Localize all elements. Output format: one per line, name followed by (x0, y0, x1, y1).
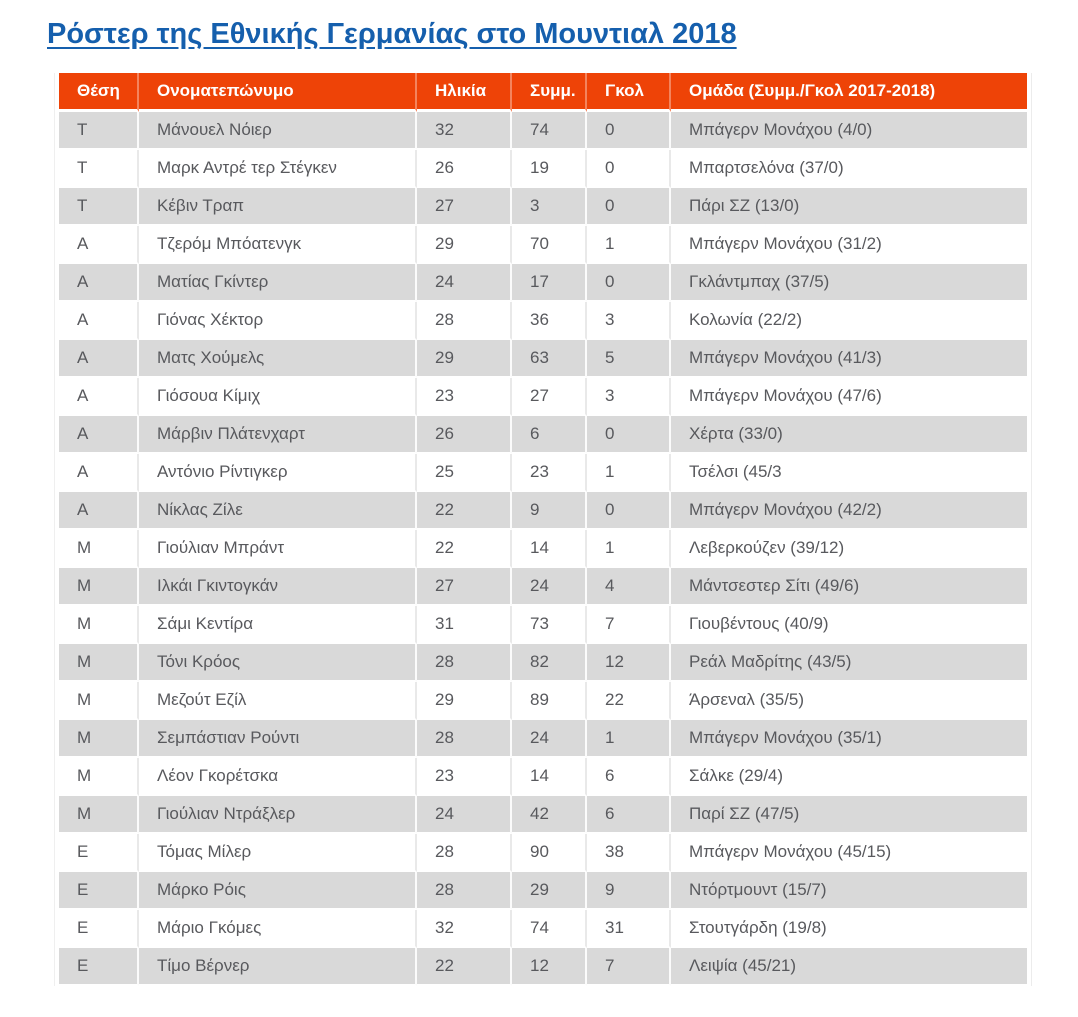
cell-club: Μπάγερν Μονάχου (42/2) (671, 492, 1027, 530)
cell-goals: 1 (587, 720, 671, 758)
cell-age: 22 (417, 530, 512, 568)
cell-goals: 3 (587, 302, 671, 340)
cell-caps: 36 (512, 302, 587, 340)
cell-caps: 3 (512, 188, 587, 226)
cell-age: 22 (417, 948, 512, 986)
table-row (59, 530, 1027, 568)
cell-goals: 0 (587, 492, 671, 530)
cell-goals: 7 (587, 948, 671, 986)
cell-goals: 7 (587, 606, 671, 644)
table-row (59, 378, 1027, 416)
cell-position: Α (59, 416, 139, 454)
cell-club: Γκλάντμπαχ (37/5) (671, 264, 1027, 302)
cell-position: Μ (59, 644, 139, 682)
cell-name: Γιούλιαν Μπράντ (139, 530, 417, 568)
column-header-club: Ομάδα (Συμμ./Γκολ 2017-2018) (671, 73, 1027, 112)
cell-club: Μπάγερν Μονάχου (41/3) (671, 340, 1027, 378)
cell-goals: 12 (587, 644, 671, 682)
cell-age: 25 (417, 454, 512, 492)
cell-age: 24 (417, 796, 512, 834)
cell-name: Γιούλιαν Ντράξλερ (139, 796, 417, 834)
cell-age: 28 (417, 720, 512, 758)
cell-goals: 0 (587, 188, 671, 226)
cell-club: Μπάγερν Μονάχου (31/2) (671, 226, 1027, 264)
cell-caps: 14 (512, 530, 587, 568)
column-header-age: Ηλικία (417, 73, 512, 112)
cell-age: 28 (417, 302, 512, 340)
cell-position: Τ (59, 188, 139, 226)
cell-caps: 23 (512, 454, 587, 492)
cell-club: Μπάγερν Μονάχου (47/6) (671, 378, 1027, 416)
cell-name: Μαρκ Αντρέ τερ Στέγκεν (139, 150, 417, 188)
table-row (59, 188, 1027, 226)
cell-age: 28 (417, 872, 512, 910)
cell-position: Ε (59, 948, 139, 986)
cell-club: Ντόρτμουντ (15/7) (671, 872, 1027, 910)
table-row (59, 948, 1027, 986)
cell-caps: 74 (512, 910, 587, 948)
cell-club: Χέρτα (33/0) (671, 416, 1027, 454)
cell-name: Μάνουελ Νόιερ (139, 112, 417, 150)
cell-name: Ματίας Γκίντερ (139, 264, 417, 302)
cell-caps: 29 (512, 872, 587, 910)
cell-club: Πάρι ΣΖ (13/0) (671, 188, 1027, 226)
cell-goals: 6 (587, 796, 671, 834)
cell-caps: 24 (512, 568, 587, 606)
cell-goals: 0 (587, 112, 671, 150)
cell-goals: 31 (587, 910, 671, 948)
cell-name: Κέβιν Τραπ (139, 188, 417, 226)
cell-caps: 6 (512, 416, 587, 454)
cell-position: Μ (59, 796, 139, 834)
cell-caps: 74 (512, 112, 587, 150)
cell-age: 22 (417, 492, 512, 530)
cell-caps: 9 (512, 492, 587, 530)
cell-name: Μάρβιν Πλάτενχαρτ (139, 416, 417, 454)
cell-age: 27 (417, 188, 512, 226)
table-row (59, 112, 1027, 150)
cell-club: Στουτγάρδη (19/8) (671, 910, 1027, 948)
cell-name: Τόμας Μίλερ (139, 834, 417, 872)
cell-age: 32 (417, 112, 512, 150)
table-row (59, 150, 1027, 188)
cell-caps: 14 (512, 758, 587, 796)
cell-name: Τζερόμ Μπόατενγκ (139, 226, 417, 264)
cell-goals: 38 (587, 834, 671, 872)
column-header-name: Ονοματεπώνυμο (139, 73, 417, 112)
cell-caps: 42 (512, 796, 587, 834)
cell-age: 28 (417, 644, 512, 682)
cell-club: Τσέλσι (45/3 (671, 454, 1027, 492)
cell-name: Λέον Γκορέτσκα (139, 758, 417, 796)
cell-goals: 22 (587, 682, 671, 720)
cell-position: Μ (59, 568, 139, 606)
cell-goals: 1 (587, 454, 671, 492)
cell-name: Σάμι Κεντίρα (139, 606, 417, 644)
cell-goals: 1 (587, 530, 671, 568)
table-row (59, 454, 1027, 492)
cell-club: Ρεάλ Μαδρίτης (43/5) (671, 644, 1027, 682)
table-row (59, 872, 1027, 910)
cell-caps: 90 (512, 834, 587, 872)
table-row (59, 606, 1027, 644)
cell-position: Α (59, 454, 139, 492)
cell-caps: 19 (512, 150, 587, 188)
table-row (59, 264, 1027, 302)
cell-position: Α (59, 378, 139, 416)
table-row (59, 682, 1027, 720)
cell-goals: 3 (587, 378, 671, 416)
cell-name: Σεμπάστιαν Ρούντι (139, 720, 417, 758)
cell-position: Τ (59, 150, 139, 188)
cell-name: Ματς Χούμελς (139, 340, 417, 378)
cell-name: Μεζούτ Εζίλ (139, 682, 417, 720)
table-row (59, 796, 1027, 834)
cell-age: 28 (417, 834, 512, 872)
cell-caps: 24 (512, 720, 587, 758)
cell-goals: 1 (587, 226, 671, 264)
cell-goals: 0 (587, 150, 671, 188)
cell-name: Νίκλας Ζίλε (139, 492, 417, 530)
table-row (59, 302, 1027, 340)
cell-position: Α (59, 302, 139, 340)
table-row (59, 568, 1027, 606)
table-row (59, 226, 1027, 264)
cell-age: 29 (417, 226, 512, 264)
cell-club: Λειψία (45/21) (671, 948, 1027, 986)
cell-position: Α (59, 264, 139, 302)
table-row (59, 834, 1027, 872)
cell-age: 29 (417, 682, 512, 720)
cell-goals: 0 (587, 264, 671, 302)
cell-club: Σάλκε (29/4) (671, 758, 1027, 796)
cell-club: Μπάγερν Μονάχου (45/15) (671, 834, 1027, 872)
cell-position: Α (59, 340, 139, 378)
cell-caps: 12 (512, 948, 587, 986)
cell-caps: 82 (512, 644, 587, 682)
cell-position: Τ (59, 112, 139, 150)
cell-position: Μ (59, 758, 139, 796)
cell-club: Παρί ΣΖ (47/5) (671, 796, 1027, 834)
column-header-position: Θέση (59, 73, 139, 112)
cell-name: Ιλκάι Γκιντογκάν (139, 568, 417, 606)
cell-position: Ε (59, 834, 139, 872)
table-row (59, 758, 1027, 796)
cell-age: 26 (417, 416, 512, 454)
cell-club: Μπάγερν Μονάχου (4/0) (671, 112, 1027, 150)
cell-club: Γιουβέντους (40/9) (671, 606, 1027, 644)
column-header-goals: Γκολ (587, 73, 671, 112)
cell-name: Τίμο Βέρνερ (139, 948, 417, 986)
cell-goals: 6 (587, 758, 671, 796)
cell-caps: 70 (512, 226, 587, 264)
cell-position: Μ (59, 720, 139, 758)
cell-caps: 63 (512, 340, 587, 378)
page-title (47, 16, 1078, 52)
roster-table-container (54, 73, 1032, 986)
cell-position: Ε (59, 910, 139, 948)
table-row (59, 644, 1027, 682)
cell-position: Μ (59, 682, 139, 720)
cell-club: Μάντσεστερ Σίτι (49/6) (671, 568, 1027, 606)
table-row (59, 416, 1027, 454)
cell-name: Γιόσουα Κίμιχ (139, 378, 417, 416)
cell-caps: 17 (512, 264, 587, 302)
cell-caps: 27 (512, 378, 587, 416)
cell-age: 26 (417, 150, 512, 188)
cell-age: 27 (417, 568, 512, 606)
table-row (59, 720, 1027, 758)
cell-club: Μπάγερν Μονάχου (35/1) (671, 720, 1027, 758)
cell-age: 23 (417, 378, 512, 416)
cell-age: 32 (417, 910, 512, 948)
cell-caps: 73 (512, 606, 587, 644)
header-row (59, 73, 1027, 112)
cell-position: Μ (59, 606, 139, 644)
cell-position: Ε (59, 872, 139, 910)
cell-goals: 5 (587, 340, 671, 378)
table-row (59, 340, 1027, 378)
cell-club: Κολωνία (22/2) (671, 302, 1027, 340)
table-row (59, 492, 1027, 530)
cell-name: Αντόνιο Ρίντιγκερ (139, 454, 417, 492)
cell-age: 29 (417, 340, 512, 378)
cell-caps: 89 (512, 682, 587, 720)
cell-goals: 0 (587, 416, 671, 454)
cell-name: Τόνι Κρόος (139, 644, 417, 682)
cell-position: Α (59, 226, 139, 264)
cell-position: Α (59, 492, 139, 530)
cell-age: 31 (417, 606, 512, 644)
cell-position: Μ (59, 530, 139, 568)
cell-club: Άρσεναλ (35/5) (671, 682, 1027, 720)
cell-name: Μάρκο Ρόις (139, 872, 417, 910)
cell-name: Μάριο Γκόμες (139, 910, 417, 948)
cell-age: 23 (417, 758, 512, 796)
cell-name: Γιόνας Χέκτορ (139, 302, 417, 340)
roster-table (59, 73, 1027, 986)
page-title-link[interactable]: Ρόστερ της Εθνικής Γερμανίας στο Μουντιαλ 2018 (47, 18, 737, 50)
cell-goals: 4 (587, 568, 671, 606)
cell-goals: 9 (587, 872, 671, 910)
cell-age: 24 (417, 264, 512, 302)
table-row (59, 910, 1027, 948)
column-header-caps: Συμμ. (512, 73, 587, 112)
cell-club: Λεβερκούζεν (39/12) (671, 530, 1027, 568)
cell-club: Μπαρτσελόνα (37/0) (671, 150, 1027, 188)
